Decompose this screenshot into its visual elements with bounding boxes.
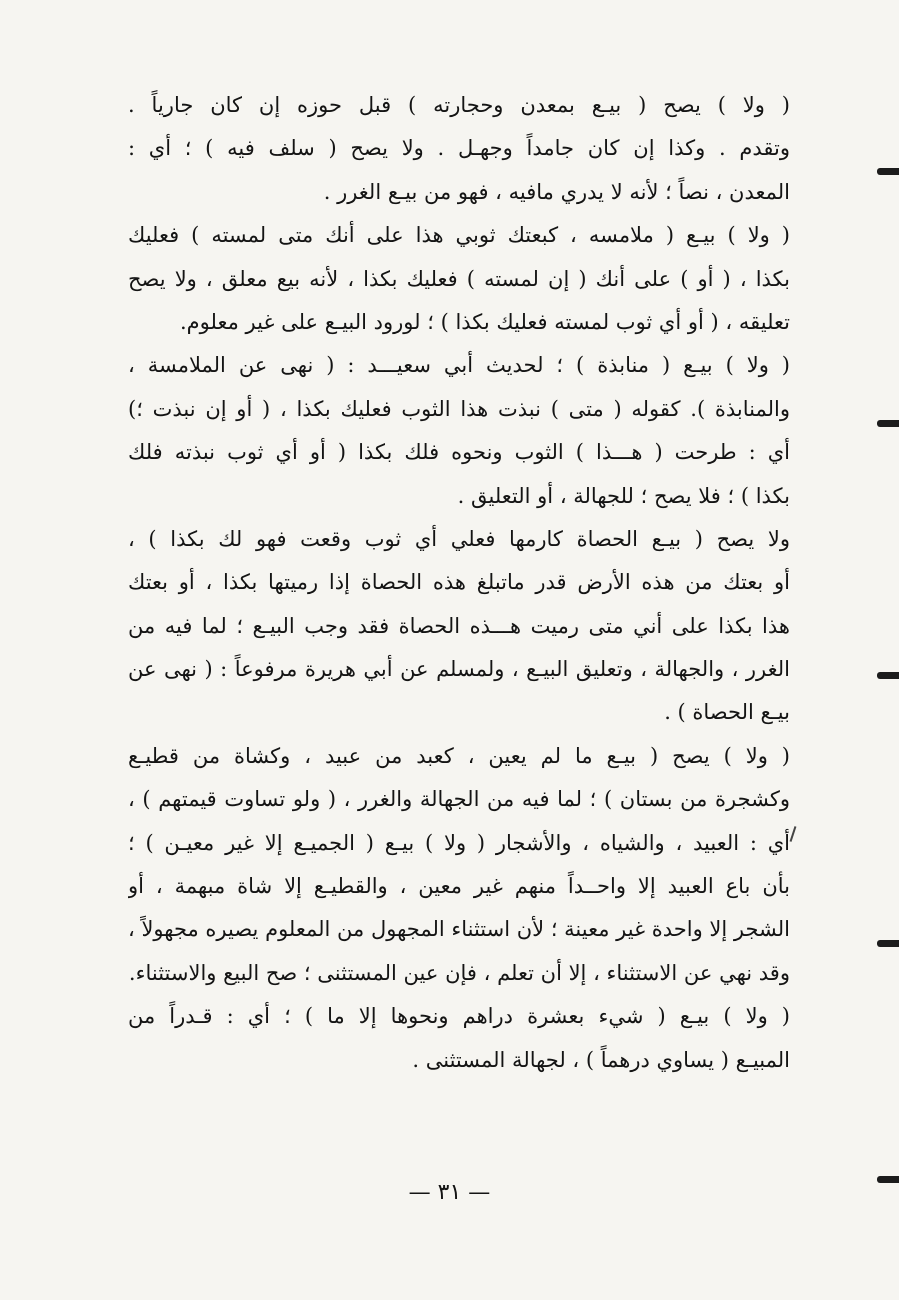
text-line: الغرر ، والجهالة ، وتعليق البيـع ، ولمسلم عن أبي هريرة مرفوعاً : ( نهى عن <box>128 657 790 682</box>
text-line: الشجر إلا واحدة غير معينة ؛ لأن استثناء المجهول من المعلوم يصيره مجهولاً ، <box>128 917 790 942</box>
body-text <box>128 84 790 1082</box>
text-line: ولا يصح ( بيـع الحصاة كارمها فعلي أي ثوب وقعت فهو لك بكذا ) ، <box>128 526 790 551</box>
text-line: ( ولا ) يصح ( بيـع بمعدن وحجارته ) قبل حوزه إن كان جارياً . <box>128 93 790 117</box>
scan-edge-mark <box>877 940 899 947</box>
text-line: ( ولا ) بيـع ( شيء بعشرة دراهم ونحوها إلا ما ) ؛ أي : قـدراً من <box>128 1004 790 1029</box>
text-line: المبيـع ( يساوي درهماً ) ، لجهالة المستثنى . <box>412 1047 790 1072</box>
text-line: بيـع الحصاة ) . <box>664 700 790 725</box>
scan-edge-mark <box>877 672 899 679</box>
text-line: ( ولا ) يصح ( بيـع ما لم يعين ، كعبد من عبيد ، وكشاة من قطيـع <box>128 743 790 768</box>
page-number: — ٣١ — <box>408 1180 491 1205</box>
scan-edge-mark <box>877 1176 899 1183</box>
text-line: ( ولا ) بيـع ( ملامسه ، كبعتك ثوبي هذا على أنك متى لمسته ) فعليك <box>128 223 790 248</box>
text-line: أي : طرحت ( هـــذا ) الثوب ونحوه فلك بكذا ( أو أي ثوب نبذته فلك <box>128 440 790 465</box>
text-line: والمنابذة ). كقوله ( متى ) نبذت هذا الثوب فعليك بكذا ، ( أو إن نبذت ؛) <box>128 396 790 421</box>
text-line: بكذا ، ( أو ) على أنك ( إن لمسته ) فعليك بكذا ، لأنه بيع معلق ، ولا يصح <box>128 266 790 291</box>
text-line: بأن باع العبيد إلا واحــداً منهم غير معين ، والقطيـع إلا شاة مبهمة ، أو <box>128 874 790 899</box>
text-line: هذا بكذا على أني متى رميت هـــذه الحصاة فقد وجب البيـع ؛ لما فيه من <box>128 613 790 638</box>
text-line: ( ولا ) بيـع ( منابذة ) ؛ لحديث أبي سعيـــد : ( نهى عن الملامسة ، <box>128 353 790 378</box>
text-line: وتقدم . وكذا إن كان جامداً وجهـل . ولا يصح ( سلف فيه ) ؛ أي : <box>128 136 790 161</box>
text-line: أي : العبيد ، والشياه ، والأشجار ( ولا ) بيـع ( الجميـع إلا غير معيـن ) ؛ <box>128 830 790 855</box>
scan-edge-mark <box>877 168 899 175</box>
text-line: وكشجرة من بستان ) ؛ لما فيه من الجهالة والغرر ، ( ولو تساوت قيمتهم ) ، <box>128 787 790 812</box>
text-line: بكذا ) ؛ فلا يصح ؛ للجهالة ، أو التعليق . <box>457 483 790 508</box>
text-line: وقد نهي عن الاستثناء ، إلا أن تعلم ، فإن عين المستثنى ؛ صح البيع والاستثناء. <box>128 960 790 985</box>
scan-edge-mark <box>877 420 899 427</box>
text-line: أو بعتك من هذه الأرض قدر ماتبلغ هذه الحصاة إذا رميتها بكذا ، أو بعتك <box>128 570 790 595</box>
text-line: تعليقه ، ( أو أي ثوب لمسته فعليك بكذا ) ؛ لورود البيـع على غير معلوم. <box>179 309 790 334</box>
stray-pen-mark <box>790 826 797 842</box>
text-line: المعدن ، نصاً ؛ لأنه لا يدري مافيه ، فهو من بيـع الغرر . <box>323 179 790 204</box>
